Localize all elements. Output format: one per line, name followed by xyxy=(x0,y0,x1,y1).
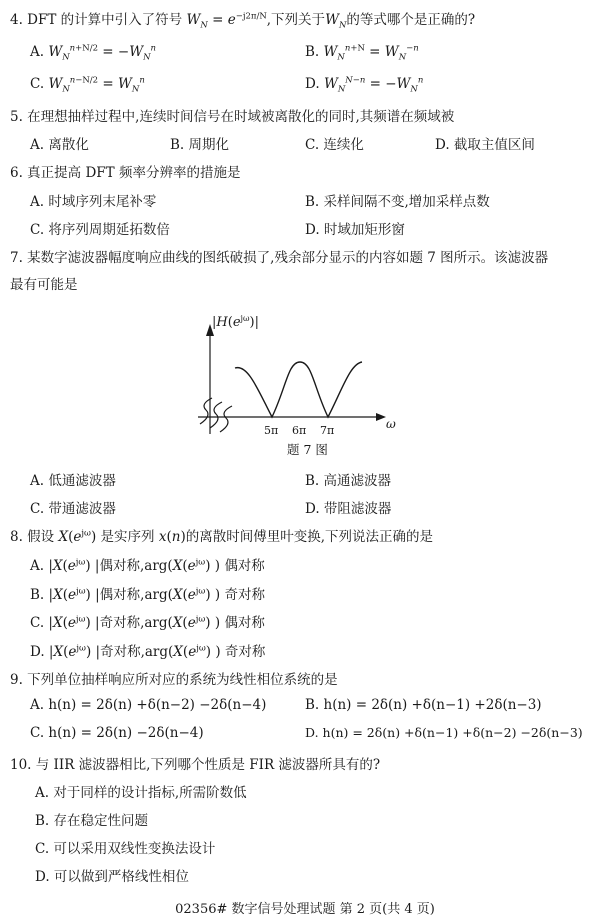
q7-option-a: A. 低通滤波器 xyxy=(30,473,116,489)
math-x-n: x(n) xyxy=(158,529,186,545)
q10-option-a: A. 对于同样的设计指标,所需阶数低 xyxy=(35,785,247,801)
q5-option-b: B. 周期化 xyxy=(170,137,230,153)
figure-7-caption: 题 7 图 xyxy=(287,442,328,457)
q7-figure xyxy=(190,312,410,444)
tick-6pi: 6π xyxy=(292,424,307,437)
question-10-stem: 10. 与 IIR 滤波器相比,下列哪个性质是 FIR 滤波器所具有的? xyxy=(10,757,381,773)
question-7-stem-line2: 最有可能是 xyxy=(10,277,78,293)
x-axis-arrow xyxy=(376,413,386,421)
q7-option-d: D. 带阻滤波器 xyxy=(305,501,392,517)
question-8-stem: 8. 假设 $X(e^{j\omega})$ 是实序列 x(n)的离散时间傅里叶变换,下列说法正确的是 xyxy=(10,528,434,545)
q6-option-c: C. 将序列周期延拓数倍 xyxy=(30,222,170,238)
magnitude-curve xyxy=(235,362,362,417)
q8-option-d: D. $|X(e^{j\omega})$ |奇对称$,arg(X(e^{j\omega})$ ) 奇对称 xyxy=(30,643,266,660)
q8-option-b: B. $|X(e^{j\omega})$ |偶对称$,arg(X(e^{j\omega})$ ) 奇对称 xyxy=(30,586,265,603)
q5-option-d: D. 截取主值区间 xyxy=(435,137,535,153)
break-mark-2 xyxy=(210,402,222,428)
tick-5pi: 5π xyxy=(264,424,279,437)
question-9-stem: 9. 下列单位抽样响应所对应的系统为线性相位系统的是 xyxy=(10,672,338,688)
question-7-stem-line1: 7. 某数字滤波器幅度响应曲线的图纸破损了,残余部分显示的内容如题 7 图所示。该滤波器 xyxy=(10,250,549,266)
y-axis-label: $|H(e^{j\omega})|$ xyxy=(212,314,259,330)
page-footer: 02356# 数字信号处理试题 第 2 页(共 4 页) xyxy=(175,902,435,917)
q7-option-c: C. 带通滤波器 xyxy=(30,501,116,517)
question-5-stem: 5. 在理想抽样过程中,连续时间信号在时域被离散化的同时,其频谱在频域被 xyxy=(10,109,455,125)
question-4-stem: 4. DFT 的计算中引入了符号 $W_N = e^{-j2\pi/N}$,下列关于$W_N$的等式哪个是正确的? xyxy=(10,11,476,31)
math-wn-def: $W_N = e^{-j2\pi/N}$ xyxy=(186,11,267,31)
x-axis-label: ω xyxy=(386,417,396,431)
q4-option-c: C. $W_N^{n-N/2} = W_N^n$ xyxy=(30,75,145,95)
q5-option-c: C. 连续化 xyxy=(305,137,364,153)
question-6-stem: 6. 真正提高 DFT 频率分辨率的措施是 xyxy=(10,165,241,181)
q9-option-b: B. h(n) = 2δ(n) +δ(n−1) +2δ(n−3) xyxy=(305,697,542,713)
q4-option-a: A. $W_N^{n+N/2} = -W_N^n$ xyxy=(30,43,157,63)
tick-7pi: 7π xyxy=(320,424,335,437)
q7-option-b: B. 高通滤波器 xyxy=(305,473,392,489)
q8-option-a: A. $|X(e^{j\omega})$ |偶对称$,arg(X(e^{j\omega})$ ) 偶对称 xyxy=(30,557,265,574)
q4-option-d: D. $W_N^{N-n} = -W_N^n$ xyxy=(305,75,424,95)
q8-option-c: C. $|X(e^{j\omega})$ |奇对称$,arg(X(e^{j\omega})$ ) 偶对称 xyxy=(30,614,265,631)
q9-option-d: D. h(n) = 2δ(n) +δ(n−1) +δ(n−2) −2δ(n−3) xyxy=(305,725,583,740)
q9-option-c: C. h(n) = 2δ(n) −2δ(n−4) xyxy=(30,725,204,741)
break-mark-3 xyxy=(220,406,232,432)
q10-option-b: B. 存在稳定性问题 xyxy=(35,813,149,829)
q6-option-d: D. 时域加矩形窗 xyxy=(305,222,405,238)
math-x-dtft: $X(e^{j\omega})$ xyxy=(58,528,97,545)
q10-option-d: D. 可以做到严格线性相位 xyxy=(35,869,189,885)
q9-option-a: A. h(n) = 2δ(n) +δ(n−2) −2δ(n−4) xyxy=(30,697,267,713)
q5-option-a: A. 离散化 xyxy=(30,137,89,153)
q6-option-b: B. 采样间隔不变,增加采样点数 xyxy=(305,194,490,210)
q6-option-a: A. 时域序列末尾补零 xyxy=(30,194,157,210)
q10-option-c: C. 可以采用双线性变换法设计 xyxy=(35,841,216,857)
magnitude-response-plot xyxy=(190,312,410,440)
q4-option-b: B. $W_N^{n+N} = W_N^{-n}$ xyxy=(305,43,419,63)
math-wn: $W_N$ xyxy=(325,12,347,31)
